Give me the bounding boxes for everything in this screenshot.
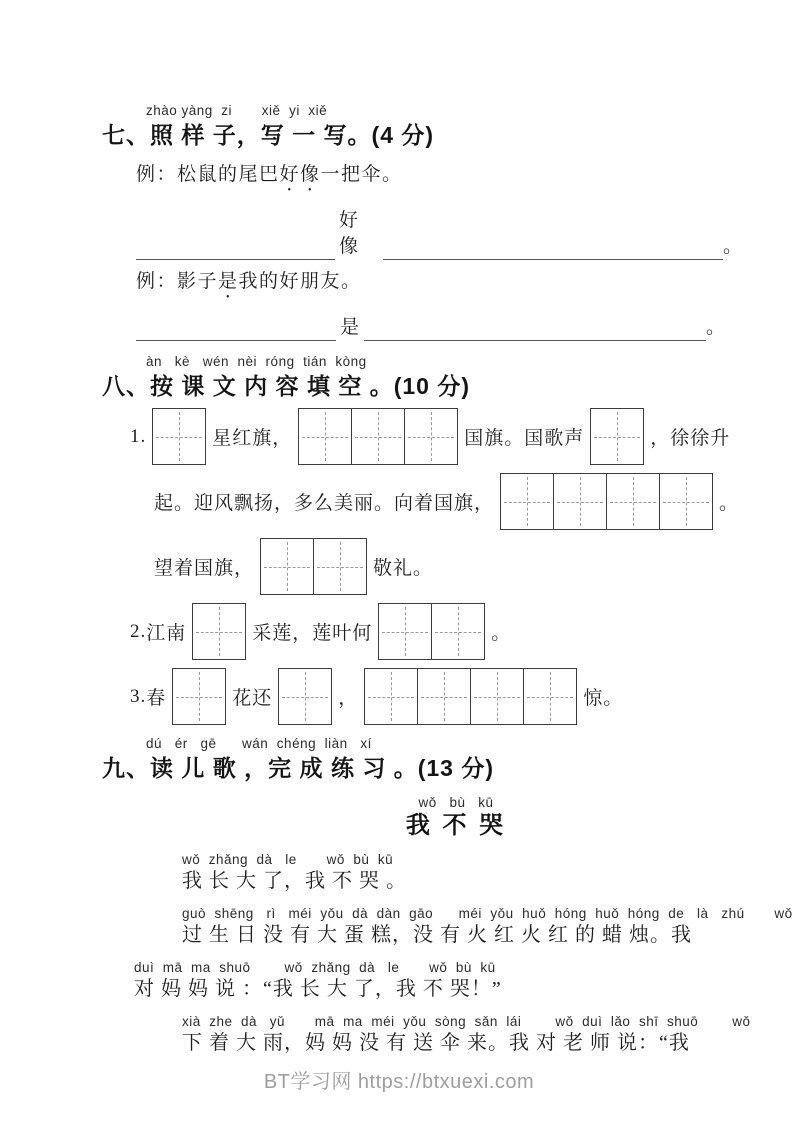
poem [134, 794, 793, 1057]
fill-item-3 [130, 668, 742, 725]
section-9-pinyin: dú ér gē wán chéng liàn xí [146, 736, 372, 751]
poem-line-2 [134, 905, 793, 949]
tianzige-cell[interactable] [261, 539, 313, 594]
poem-line-3 [134, 959, 778, 1003]
example-1-suffix: 一把伞。 [320, 164, 403, 185]
fill-item-2 [130, 603, 742, 660]
poem-line-4-pinyin: xià zhe dà yǔ mā ma méi yǒu sòng sǎn lái wǒ duì lǎo shī shuō wǒ [182, 1014, 751, 1029]
section-7-title: 七、照 样 子，写 一 写。(4 分) [102, 122, 435, 148]
connector-word: 是 [340, 317, 361, 338]
section-9-title: 九、读 儿 歌 ，完 成 练 习 。(13 分) [102, 755, 495, 781]
writing-grid[interactable] [278, 668, 332, 725]
item-text: 。 [719, 493, 740, 514]
poem-line-4-text: 下 着 大 雨，妈 妈 没 有 送 伞 来。我 对 老 师 说：“我 [182, 1032, 690, 1054]
item-text: 春 [146, 688, 167, 709]
tianzige-cell[interactable] [553, 474, 606, 529]
writing-grid[interactable] [298, 408, 458, 465]
poem-line-3-text: 对 妈 妈 说 ：“我 长 大 了，我 不 哭！” [134, 978, 502, 1000]
tianzige-cell[interactable] [523, 669, 576, 724]
tianzige-cell[interactable] [379, 604, 431, 659]
item-text: 望着国旗， [154, 558, 255, 579]
item-number: 1. [130, 425, 147, 447]
writing-grid[interactable] [152, 408, 206, 465]
fill-item-1-line-2 [154, 473, 742, 530]
item-text: 星红旗， [212, 428, 293, 449]
section-7-pinyin: zhào yàng zi xiě yi xiě [146, 103, 328, 118]
tianzige-cell[interactable] [431, 604, 484, 659]
example-sentence-2 [136, 270, 742, 303]
poem-line-1-text: 我 长 大 了，我 不 哭 。 [182, 870, 407, 892]
poem-line-4 [134, 1013, 778, 1057]
tianzige-cell[interactable] [279, 669, 331, 724]
watermark-footer: BT学习网 https://btxuexi.com [263, 1071, 535, 1093]
writing-grid[interactable] [364, 668, 577, 725]
poem-title: 我 不 哭 [405, 812, 507, 839]
fill-item-1-line-3 [154, 538, 742, 595]
poem-line-2-text: 过 生 日 没 有 大 蛋 糕，没 有 火 红 火 红 的 蜡 烛。我 [182, 924, 692, 946]
writing-grid[interactable] [590, 408, 644, 465]
answer-blank-right[interactable] [383, 235, 723, 260]
poem-line-3-pinyin: duì mā ma shuō wǒ zhǎng dà le wǒ bù kū [134, 960, 496, 975]
item-text: 花还 [232, 688, 273, 709]
tianzige-cell[interactable] [470, 669, 523, 724]
writing-grid[interactable] [172, 668, 226, 725]
tianzige-cell[interactable] [299, 409, 351, 464]
writing-grid[interactable] [260, 538, 367, 595]
section-8-header [102, 353, 742, 400]
example-1-emphasized-word: 好像 [279, 164, 321, 185]
tianzige-cell[interactable] [659, 474, 712, 529]
section-8-title: 八、按 课 文 内 容 填 空 。(10 分) [102, 373, 471, 399]
tianzige-cell[interactable] [313, 539, 366, 594]
connector-word: 好像 [338, 210, 359, 257]
fill-item-1-line-1 [130, 408, 742, 465]
example-2-prefix: 例：影子 [136, 271, 219, 292]
example-1-prefix: 例：松鼠的尾巴 [136, 164, 280, 185]
item-text: 起。迎风飘扬，多么美丽。向着国旗， [154, 493, 495, 514]
writing-grid[interactable] [500, 473, 713, 530]
tianzige-cell[interactable] [193, 604, 245, 659]
period: 。 [722, 236, 742, 257]
item-text: ， [338, 688, 359, 709]
item-text: 。 [491, 623, 512, 644]
item-text: ，徐徐升 [650, 428, 731, 449]
tianzige-cell[interactable] [365, 669, 417, 724]
item-text: 江南 [146, 623, 187, 644]
writing-grid[interactable] [378, 603, 485, 660]
poem-line-2-pinyin: guò shēng rì méi yǒu dà dàn gāo méi yǒu huǒ hóng huǒ hóng de là zhú wǒ [182, 906, 793, 921]
item-text: 敬礼。 [373, 558, 434, 579]
answer-blank-left[interactable] [136, 235, 335, 260]
poem-line-1-pinyin: wǒ zhǎng dà le wǒ bù kū [182, 852, 394, 867]
tianzige-cell[interactable] [417, 669, 470, 724]
answer-blank-left[interactable] [136, 316, 336, 341]
tianzige-cell[interactable] [153, 409, 205, 464]
period: 。 [706, 317, 726, 338]
fill-in-line-1 [136, 208, 742, 260]
poem-title-pinyin: wǒ bù kū [418, 795, 494, 810]
writing-grid[interactable] [192, 603, 246, 660]
section-9-header [102, 735, 742, 782]
item-number: 3. [130, 685, 147, 707]
poem-line-1 [134, 851, 778, 895]
fill-in-line-2 [136, 315, 742, 341]
tianzige-cell[interactable] [173, 669, 225, 724]
tianzige-cell[interactable] [591, 409, 643, 464]
item-text: 国旗。国歌声 [464, 428, 585, 449]
example-2-suffix: 我的好朋友。 [238, 271, 362, 292]
tianzige-cell[interactable] [501, 474, 553, 529]
example-2-emphasized-word: 是 [218, 271, 239, 292]
tianzige-cell[interactable] [351, 409, 404, 464]
item-text: 惊。 [583, 688, 624, 709]
tianzige-cell[interactable] [606, 474, 659, 529]
item-text: 采莲，莲叶何 [252, 623, 373, 644]
section-8-pinyin: àn kè wén nèi róng tián kòng [146, 354, 367, 369]
section-7-header [102, 102, 742, 149]
item-number: 2. [130, 620, 147, 642]
poem-title-block [134, 794, 778, 841]
example-sentence-1 [136, 163, 742, 196]
answer-blank-right[interactable] [364, 316, 706, 341]
tianzige-cell[interactable] [404, 409, 457, 464]
